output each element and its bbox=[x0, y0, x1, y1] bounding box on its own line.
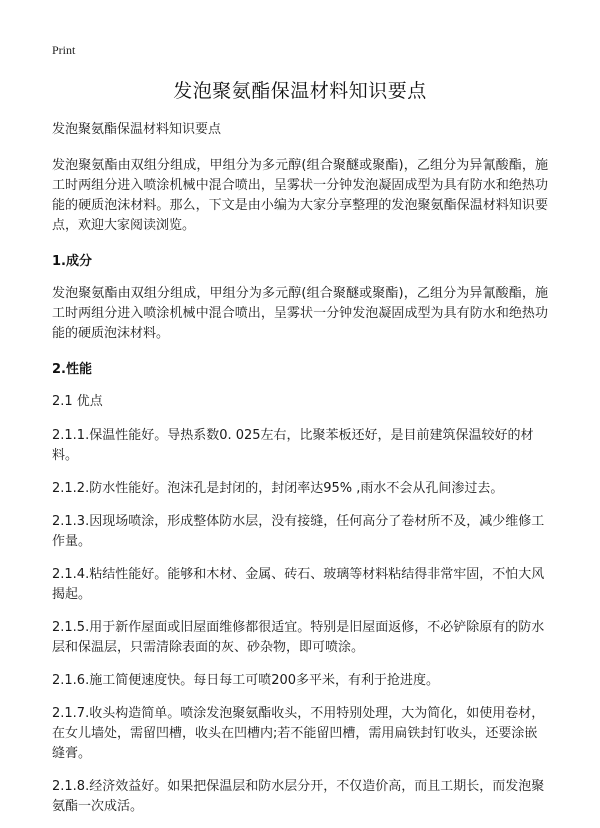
advantage-item: 2.1.2.防水性能好。泡沫孔是封闭的，封闭率达95% ,雨水不会从孔间渗过去。 bbox=[52, 481, 504, 496]
document-subtitle: 发泡聚氨酯保温材料知识要点 bbox=[52, 122, 222, 137]
advantage-item: 2.1.7.收头构造简单。喷涂发泡聚氨酯收头，不用特别处理，大为简化，如使用卷材，在女儿墙处，需留凹槽，收头在凹槽内;若不能留凹槽，需用扁铁封钉收头，还要涂嵌缝膏。 bbox=[52, 706, 545, 761]
page-title: 发泡聚氨酯保温材料知识要点 bbox=[173, 80, 427, 102]
print-label[interactable]: Print bbox=[52, 43, 76, 57]
section-heading-composition: 1.成分 bbox=[52, 254, 92, 269]
advantage-item: 2.1.1.保温性能好。导热系数0. 025左右，比聚苯板还好，是目前建筑保温较好的材料。 bbox=[52, 428, 534, 463]
advantage-item: 2.1.4.粘结性能好。能够和木材、金属、砖石、玻璃等材料粘结得非常牢固，不怕大风揭起。 bbox=[52, 567, 545, 602]
section-heading-performance: 2.性能 bbox=[52, 362, 92, 377]
advantage-item: 2.1.5.用于新作屋面或旧屋面维修都很适宜。特别是旧屋面返修，不必铲除原有的防水层和保温层，只需清除表面的灰、砂杂物，即可喷涂。 bbox=[52, 620, 545, 655]
composition-paragraph: 发泡聚氨酯由双组分组成，甲组分为多元醇(组合聚醚或聚酯)，乙组分为异氰酸酯，施工时两组分进入喷涂机械中混合喷出，呈雾状一分钟发泡凝固成型为具有防水和绝热功能的硬质泡沫材料。 bbox=[52, 286, 548, 341]
advantage-item: 2.1.3.因现场喷涂，形成整体防水层，没有接缝，任何高分了卷材所不及，减少维修工作量。 bbox=[52, 514, 545, 549]
advantage-item: 2.1.8.经济效益好。如果把保温层和防水层分开，不仅造价高，而且工期长，而发泡聚氨酯一次成活。 bbox=[52, 779, 545, 814]
intro-paragraph: 发泡聚氨酯由双组分组成，甲组分为多元醇(组合聚醚或聚酯)，乙组分为异氰酸酯，施工时两组分进入喷涂机械中混合喷出，呈雾状一分钟发泡凝固成型为具有防水和绝热功能的硬质泡沫材料。那么，下文是由小编为大家分享整理的发泡聚氨酯保温材料知识要点，欢迎大家阅读浏览。 bbox=[52, 158, 548, 233]
advantage-item: 2.1.6.施工简便速度快。每日每工可喷200多平米，有利于抢进度。 bbox=[52, 673, 440, 688]
subsection-heading-advantages: 2.1 优点 bbox=[52, 394, 103, 409]
